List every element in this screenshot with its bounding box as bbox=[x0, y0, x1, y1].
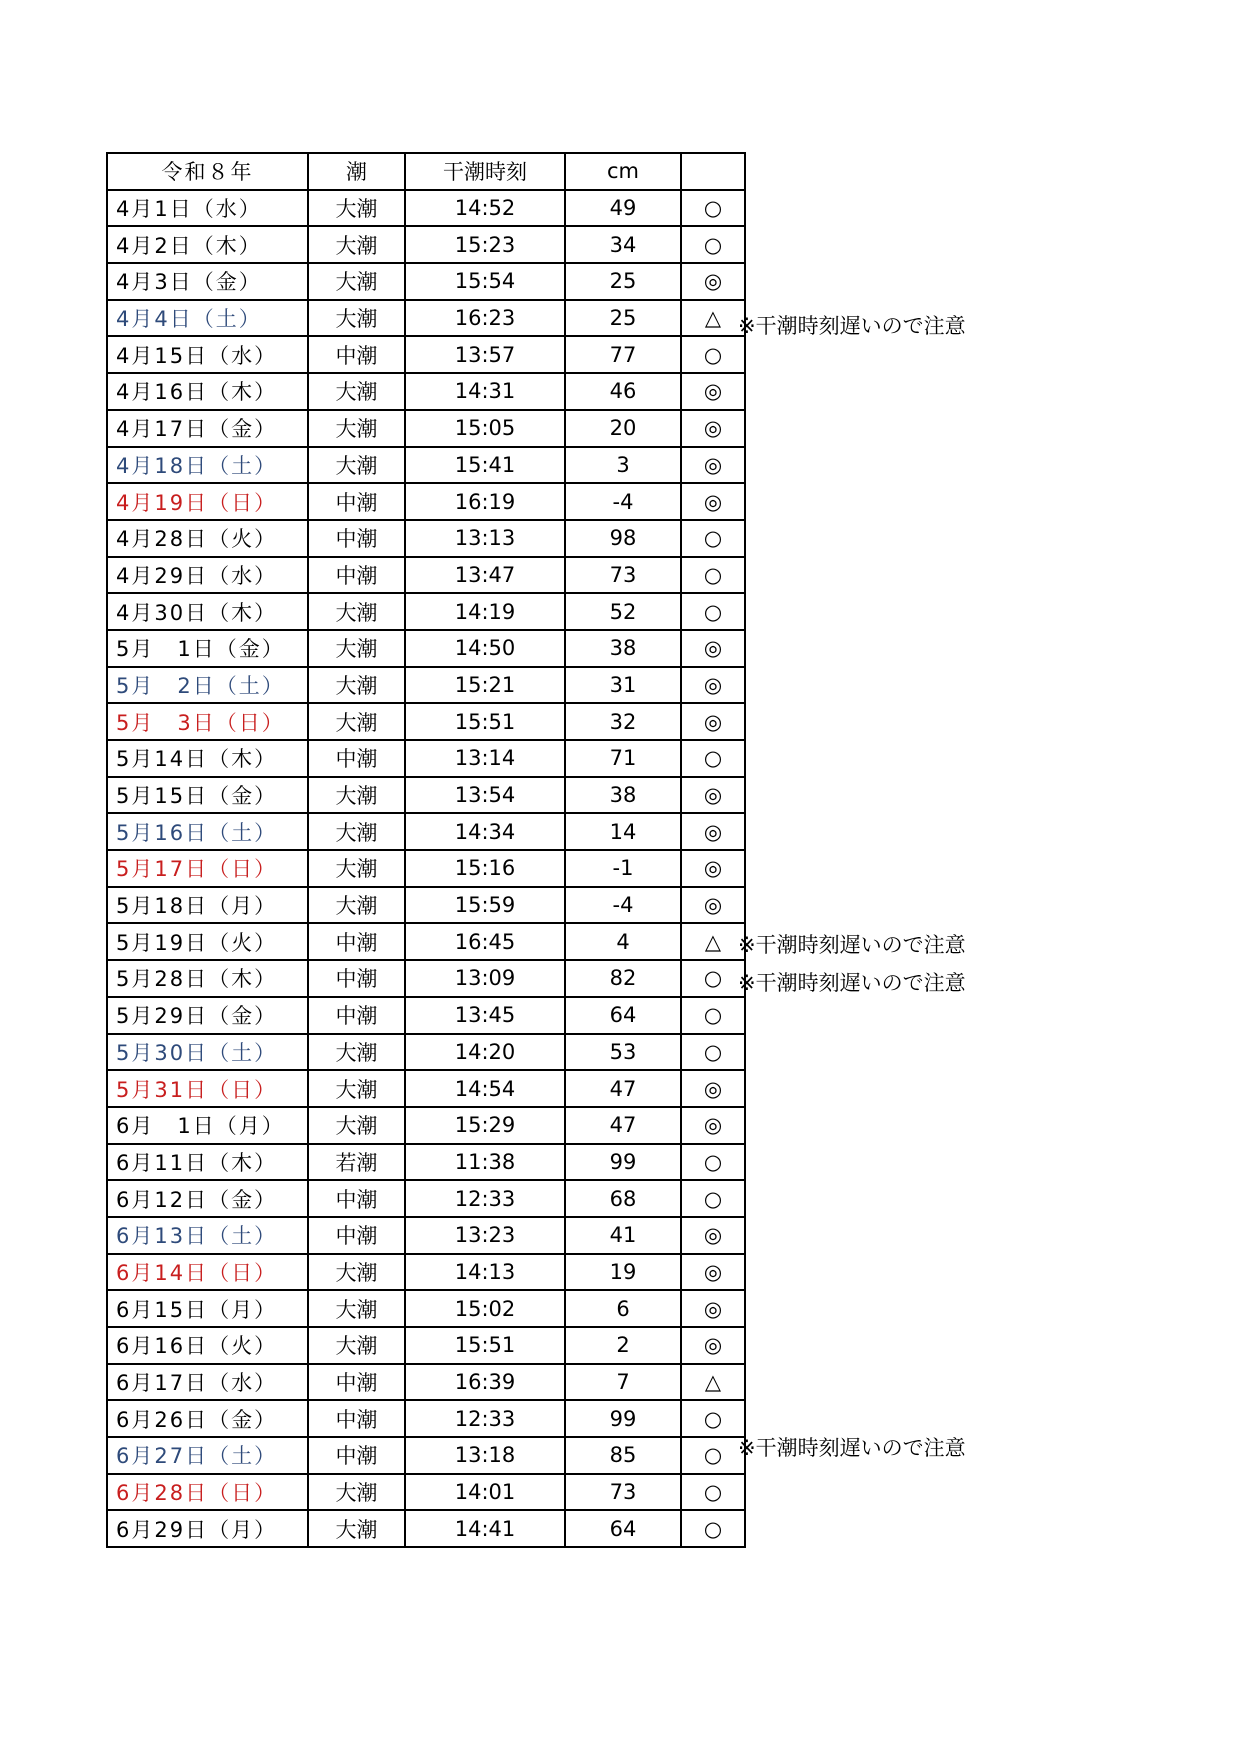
date-cell: 5月19日（火） bbox=[107, 923, 308, 960]
tide-type-cell: 大潮 bbox=[308, 813, 405, 850]
table-row bbox=[107, 1217, 745, 1254]
tide-type-cell: 中潮 bbox=[308, 997, 405, 1034]
tide-level-cell: 49 bbox=[565, 190, 681, 227]
rating-cell: ◎ bbox=[681, 483, 745, 520]
low-tide-time-cell: 16:45 bbox=[405, 923, 565, 960]
rating-cell: ○ bbox=[681, 190, 745, 227]
rating-cell: ◎ bbox=[681, 630, 745, 667]
rating-cell: ◎ bbox=[681, 1217, 745, 1254]
note-text bbox=[738, 1042, 1158, 1081]
rating-cell: ○ bbox=[681, 593, 745, 630]
rating-cell: ◎ bbox=[681, 1070, 745, 1107]
low-tide-time-cell: 15:59 bbox=[405, 887, 565, 924]
date-cell: 4月29日（水） bbox=[107, 557, 308, 594]
tide-level-cell: 7 bbox=[565, 1364, 681, 1401]
rating-cell: ○ bbox=[681, 1510, 745, 1547]
date-cell: 5月15日（金） bbox=[107, 777, 308, 814]
tide-level-cell: 52 bbox=[565, 593, 681, 630]
low-tide-time-cell: 14:54 bbox=[405, 1070, 565, 1107]
date-cell: 6月12日（金） bbox=[107, 1180, 308, 1217]
date-cell: 4月3日（金） bbox=[107, 263, 308, 300]
tide-type-cell: 大潮 bbox=[308, 1327, 405, 1364]
tide-type-cell: 大潮 bbox=[308, 1474, 405, 1511]
tide-type-cell: 大潮 bbox=[308, 1034, 405, 1071]
date-cell: 5月 1日（金） bbox=[107, 630, 308, 667]
note-text bbox=[738, 1197, 1158, 1236]
low-tide-time-cell: 15:23 bbox=[405, 226, 565, 263]
note-text bbox=[738, 462, 1158, 501]
low-tide-time-cell: 14:31 bbox=[405, 373, 565, 410]
low-tide-time-cell: 15:41 bbox=[405, 447, 565, 484]
note-text bbox=[738, 229, 1158, 268]
table-row bbox=[107, 226, 745, 263]
tide-level-cell: 46 bbox=[565, 373, 681, 410]
note-text bbox=[738, 1235, 1158, 1274]
rating-cell: ◎ bbox=[681, 1290, 745, 1327]
table-row bbox=[107, 960, 745, 997]
low-tide-time-cell: 15:05 bbox=[405, 410, 565, 447]
rating-cell: ○ bbox=[681, 557, 745, 594]
tide-type-cell: 大潮 bbox=[308, 226, 405, 263]
tide-type-cell: 大潮 bbox=[308, 373, 405, 410]
low-tide-time-cell: 14:20 bbox=[405, 1034, 565, 1071]
tide-level-cell: 68 bbox=[565, 1180, 681, 1217]
table-row bbox=[107, 373, 745, 410]
tide-level-cell: 71 bbox=[565, 740, 681, 777]
low-tide-time-cell: 16:19 bbox=[405, 483, 565, 520]
note-text bbox=[738, 423, 1158, 462]
note-text: ※干潮時刻遅いので注意 bbox=[738, 932, 966, 957]
date-cell: 6月13日（土） bbox=[107, 1217, 308, 1254]
date-cell: 5月18日（月） bbox=[107, 887, 308, 924]
low-tide-time-cell: 14:01 bbox=[405, 1474, 565, 1511]
table-row bbox=[107, 1254, 745, 1291]
note-text: ※干潮時刻遅いので注意 bbox=[738, 313, 966, 338]
table-row bbox=[107, 336, 745, 373]
note-text bbox=[738, 1583, 1158, 1622]
note-text bbox=[738, 1158, 1158, 1197]
tide-level-cell: 3 bbox=[565, 447, 681, 484]
tide-type-cell: 大潮 bbox=[308, 667, 405, 704]
low-tide-time-cell: 16:39 bbox=[405, 1364, 565, 1401]
table-header-row bbox=[107, 153, 745, 190]
tide-level-cell: 31 bbox=[565, 667, 681, 704]
low-tide-time-cell: 14:52 bbox=[405, 190, 565, 227]
tide-level-cell: 2 bbox=[565, 1327, 681, 1364]
rating-cell: ○ bbox=[681, 1437, 745, 1474]
note-text bbox=[738, 384, 1158, 423]
rating-cell: ○ bbox=[681, 960, 745, 997]
note-text bbox=[738, 500, 1158, 539]
tide-level-cell: 25 bbox=[565, 300, 681, 337]
table-row bbox=[107, 997, 745, 1034]
rating-cell: △ bbox=[681, 1364, 745, 1401]
rating-cell: ○ bbox=[681, 740, 745, 777]
tide-type-cell: 大潮 bbox=[308, 410, 405, 447]
tide-type-cell: 大潮 bbox=[308, 630, 405, 667]
tide-type-cell: 大潮 bbox=[308, 1107, 405, 1144]
note-text: ※干潮時刻遅いので注意 bbox=[738, 1435, 966, 1460]
tide-level-cell: 85 bbox=[565, 1437, 681, 1474]
low-tide-time-cell: 15:51 bbox=[405, 1327, 565, 1364]
rating-cell: ○ bbox=[681, 1144, 745, 1181]
low-tide-time-cell: 15:54 bbox=[405, 263, 565, 300]
table-row bbox=[107, 813, 745, 850]
date-cell: 6月14日（日） bbox=[107, 1254, 308, 1291]
low-tide-time-cell: 13:45 bbox=[405, 997, 565, 1034]
tide-type-cell: 大潮 bbox=[308, 777, 405, 814]
note-text bbox=[738, 539, 1158, 578]
date-cell: 6月 1日（月） bbox=[107, 1107, 308, 1144]
date-cell: 4月30日（木） bbox=[107, 593, 308, 630]
tide-type-cell: 中潮 bbox=[308, 960, 405, 997]
table-body bbox=[107, 190, 745, 1547]
table-row bbox=[107, 1070, 745, 1107]
table-row bbox=[107, 447, 745, 484]
date-cell: 5月17日（日） bbox=[107, 850, 308, 887]
rating-cell: ◎ bbox=[681, 410, 745, 447]
header-rating bbox=[681, 153, 745, 190]
header-tide-level: cm bbox=[565, 153, 681, 190]
tide-level-cell: 53 bbox=[565, 1034, 681, 1071]
date-cell: 6月26日（金） bbox=[107, 1400, 308, 1437]
note-text bbox=[738, 1467, 1158, 1506]
tide-level-cell: -1 bbox=[565, 850, 681, 887]
tide-type-cell: 大潮 bbox=[308, 263, 405, 300]
table-row bbox=[107, 300, 745, 337]
rating-cell: ◎ bbox=[681, 703, 745, 740]
date-cell: 5月31日（日） bbox=[107, 1070, 308, 1107]
note-text bbox=[738, 771, 1158, 810]
rating-cell: ○ bbox=[681, 1400, 745, 1437]
tide-type-cell: 大潮 bbox=[308, 190, 405, 227]
tide-type-cell: 中潮 bbox=[308, 1437, 405, 1474]
date-cell: 6月16日（火） bbox=[107, 1327, 308, 1364]
note-text bbox=[738, 616, 1158, 655]
date-cell: 6月15日（月） bbox=[107, 1290, 308, 1327]
table-row bbox=[107, 1107, 745, 1144]
note-spacer bbox=[738, 152, 1158, 191]
date-cell: 6月27日（土） bbox=[107, 1437, 308, 1474]
tide-type-cell: 大潮 bbox=[308, 1290, 405, 1327]
low-tide-time-cell: 15:29 bbox=[405, 1107, 565, 1144]
rating-cell: ◎ bbox=[681, 667, 745, 704]
tide-level-cell: 6 bbox=[565, 1290, 681, 1327]
rating-cell: ◎ bbox=[681, 813, 745, 850]
low-tide-time-cell: 15:51 bbox=[405, 703, 565, 740]
tide-level-cell: 73 bbox=[565, 1474, 681, 1511]
tide-level-cell: 99 bbox=[565, 1400, 681, 1437]
note-text bbox=[738, 1390, 1158, 1429]
rating-cell: ○ bbox=[681, 1034, 745, 1071]
table-row bbox=[107, 263, 745, 300]
date-cell: 5月16日（土） bbox=[107, 813, 308, 850]
table-row bbox=[107, 1327, 745, 1364]
note-text bbox=[738, 578, 1158, 617]
table-row bbox=[107, 1474, 745, 1511]
rating-cell: ◎ bbox=[681, 887, 745, 924]
table-row bbox=[107, 667, 745, 704]
low-tide-time-cell: 15:21 bbox=[405, 667, 565, 704]
note-text bbox=[738, 1003, 1158, 1042]
low-tide-time-cell: 13:57 bbox=[405, 336, 565, 373]
tide-level-cell: 41 bbox=[565, 1217, 681, 1254]
note-text bbox=[738, 1274, 1158, 1313]
table-row bbox=[107, 1144, 745, 1181]
low-tide-time-cell: 13:09 bbox=[405, 960, 565, 997]
tide-level-cell: 32 bbox=[565, 703, 681, 740]
note-text bbox=[738, 1313, 1158, 1352]
table-row bbox=[107, 850, 745, 887]
rating-cell: ◎ bbox=[681, 1107, 745, 1144]
note-text bbox=[738, 694, 1158, 733]
rating-cell: ○ bbox=[681, 997, 745, 1034]
tide-type-cell: 大潮 bbox=[308, 1070, 405, 1107]
note-text bbox=[738, 655, 1158, 694]
date-cell: 5月29日（金） bbox=[107, 997, 308, 1034]
table-row bbox=[107, 887, 745, 924]
header-low-tide-time: 干潮時刻 bbox=[405, 153, 565, 190]
table-row bbox=[107, 557, 745, 594]
note-text bbox=[738, 1081, 1158, 1120]
low-tide-time-cell: 15:02 bbox=[405, 1290, 565, 1327]
rating-cell: ○ bbox=[681, 336, 745, 373]
tide-type-cell: 若潮 bbox=[308, 1144, 405, 1181]
date-cell: 4月15日（水） bbox=[107, 336, 308, 373]
tide-type-cell: 中潮 bbox=[308, 923, 405, 960]
table-row bbox=[107, 1400, 745, 1437]
table-row bbox=[107, 740, 745, 777]
rating-cell: ○ bbox=[681, 1474, 745, 1511]
tide-type-cell: 大潮 bbox=[308, 887, 405, 924]
table-row bbox=[107, 1034, 745, 1071]
notes-column bbox=[738, 152, 1158, 1622]
date-cell: 6月11日（木） bbox=[107, 1144, 308, 1181]
date-cell: 5月 2日（土） bbox=[107, 667, 308, 704]
rating-cell: ◎ bbox=[681, 447, 745, 484]
date-cell: 5月14日（木） bbox=[107, 740, 308, 777]
tide-level-cell: 14 bbox=[565, 813, 681, 850]
rating-cell: ○ bbox=[681, 520, 745, 557]
tide-type-cell: 大潮 bbox=[308, 1510, 405, 1547]
table-row bbox=[107, 190, 745, 227]
tide-type-cell: 大潮 bbox=[308, 1254, 405, 1291]
tide-type-cell: 中潮 bbox=[308, 740, 405, 777]
low-tide-time-cell: 13:54 bbox=[405, 777, 565, 814]
tide-type-cell: 中潮 bbox=[308, 520, 405, 557]
rating-cell: ◎ bbox=[681, 263, 745, 300]
note-text bbox=[738, 810, 1158, 849]
table-row bbox=[107, 923, 745, 960]
tide-level-cell: 73 bbox=[565, 557, 681, 594]
tide-level-cell: 38 bbox=[565, 777, 681, 814]
table-row bbox=[107, 1364, 745, 1401]
date-cell: 4月4日（土） bbox=[107, 300, 308, 337]
note-text: ※干潮時刻遅いので注意 bbox=[738, 971, 966, 996]
low-tide-time-cell: 14:34 bbox=[405, 813, 565, 850]
rating-cell: ◎ bbox=[681, 373, 745, 410]
low-tide-time-cell: 16:23 bbox=[405, 300, 565, 337]
tide-type-cell: 大潮 bbox=[308, 850, 405, 887]
rating-cell: ◎ bbox=[681, 850, 745, 887]
date-cell: 4月16日（木） bbox=[107, 373, 308, 410]
note-text bbox=[738, 191, 1158, 230]
date-cell: 6月29日（月） bbox=[107, 1510, 308, 1547]
rating-cell: ◎ bbox=[681, 777, 745, 814]
low-tide-time-cell: 14:50 bbox=[405, 630, 565, 667]
date-cell: 4月2日（木） bbox=[107, 226, 308, 263]
rating-cell: ◎ bbox=[681, 1254, 745, 1291]
rating-cell: ◎ bbox=[681, 1327, 745, 1364]
tide-level-cell: 20 bbox=[565, 410, 681, 447]
date-cell: 5月 3日（日） bbox=[107, 703, 308, 740]
tide-type-cell: 大潮 bbox=[308, 703, 405, 740]
note-text bbox=[738, 1506, 1158, 1545]
date-cell: 4月19日（日） bbox=[107, 483, 308, 520]
tide-schedule-table bbox=[106, 152, 746, 1548]
tide-level-cell: 47 bbox=[565, 1107, 681, 1144]
tide-type-cell: 中潮 bbox=[308, 1180, 405, 1217]
tide-level-cell: -4 bbox=[565, 887, 681, 924]
tide-type-cell: 中潮 bbox=[308, 336, 405, 373]
table-row bbox=[107, 1437, 745, 1474]
tide-type-cell: 中潮 bbox=[308, 1364, 405, 1401]
low-tide-time-cell: 13:14 bbox=[405, 740, 565, 777]
table-row bbox=[107, 1290, 745, 1327]
header-date: 令和８年 bbox=[107, 153, 308, 190]
tide-level-cell: 64 bbox=[565, 997, 681, 1034]
low-tide-time-cell: 12:33 bbox=[405, 1180, 565, 1217]
note-text bbox=[738, 345, 1158, 384]
date-cell: 6月28日（日） bbox=[107, 1474, 308, 1511]
tide-level-cell: -4 bbox=[565, 483, 681, 520]
low-tide-time-cell: 14:41 bbox=[405, 1510, 565, 1547]
tide-level-cell: 25 bbox=[565, 263, 681, 300]
rating-cell: ○ bbox=[681, 1180, 745, 1217]
tide-type-cell: 大潮 bbox=[308, 593, 405, 630]
low-tide-time-cell: 13:18 bbox=[405, 1437, 565, 1474]
table-row bbox=[107, 630, 745, 667]
rating-cell: ○ bbox=[681, 226, 745, 263]
tide-level-cell: 98 bbox=[565, 520, 681, 557]
date-cell: 5月28日（木） bbox=[107, 960, 308, 997]
low-tide-time-cell: 11:38 bbox=[405, 1144, 565, 1181]
tide-type-cell: 中潮 bbox=[308, 483, 405, 520]
tide-level-cell: 38 bbox=[565, 630, 681, 667]
tide-level-cell: 77 bbox=[565, 336, 681, 373]
tide-level-cell: 82 bbox=[565, 960, 681, 997]
table-row bbox=[107, 593, 745, 630]
note-text bbox=[738, 1119, 1158, 1158]
tide-level-cell: 64 bbox=[565, 1510, 681, 1547]
note-text bbox=[738, 848, 1158, 887]
low-tide-time-cell: 13:47 bbox=[405, 557, 565, 594]
date-cell: 4月1日（水） bbox=[107, 190, 308, 227]
low-tide-time-cell: 12:33 bbox=[405, 1400, 565, 1437]
note-text bbox=[738, 1351, 1158, 1390]
tide-level-cell: 34 bbox=[565, 226, 681, 263]
table-row bbox=[107, 1180, 745, 1217]
note-text bbox=[738, 268, 1158, 307]
low-tide-time-cell: 14:13 bbox=[405, 1254, 565, 1291]
tide-level-cell: 47 bbox=[565, 1070, 681, 1107]
tide-type-cell: 中潮 bbox=[308, 1217, 405, 1254]
note-text bbox=[738, 887, 1158, 926]
tide-type-cell: 大潮 bbox=[308, 447, 405, 484]
date-cell: 4月17日（金） bbox=[107, 410, 308, 447]
low-tide-time-cell: 13:23 bbox=[405, 1217, 565, 1254]
table-row bbox=[107, 1510, 745, 1547]
tide-type-cell: 中潮 bbox=[308, 1400, 405, 1437]
table-row bbox=[107, 520, 745, 557]
date-cell: 4月18日（土） bbox=[107, 447, 308, 484]
table-row bbox=[107, 777, 745, 814]
table-row bbox=[107, 410, 745, 447]
tide-level-cell: 19 bbox=[565, 1254, 681, 1291]
rating-cell: △ bbox=[681, 923, 745, 960]
header-tide-type: 潮 bbox=[308, 153, 405, 190]
rating-cell: △ bbox=[681, 300, 745, 337]
tide-level-cell: 99 bbox=[565, 1144, 681, 1181]
note-text bbox=[738, 732, 1158, 771]
date-cell: 6月17日（水） bbox=[107, 1364, 308, 1401]
date-cell: 5月30日（土） bbox=[107, 1034, 308, 1071]
note-text bbox=[738, 1545, 1158, 1584]
table-row bbox=[107, 703, 745, 740]
date-cell: 4月28日（火） bbox=[107, 520, 308, 557]
table-row bbox=[107, 483, 745, 520]
tide-type-cell: 中潮 bbox=[308, 557, 405, 594]
low-tide-time-cell: 13:13 bbox=[405, 520, 565, 557]
tide-type-cell: 大潮 bbox=[308, 300, 405, 337]
low-tide-time-cell: 14:19 bbox=[405, 593, 565, 630]
low-tide-time-cell: 15:16 bbox=[405, 850, 565, 887]
tide-level-cell: 4 bbox=[565, 923, 681, 960]
